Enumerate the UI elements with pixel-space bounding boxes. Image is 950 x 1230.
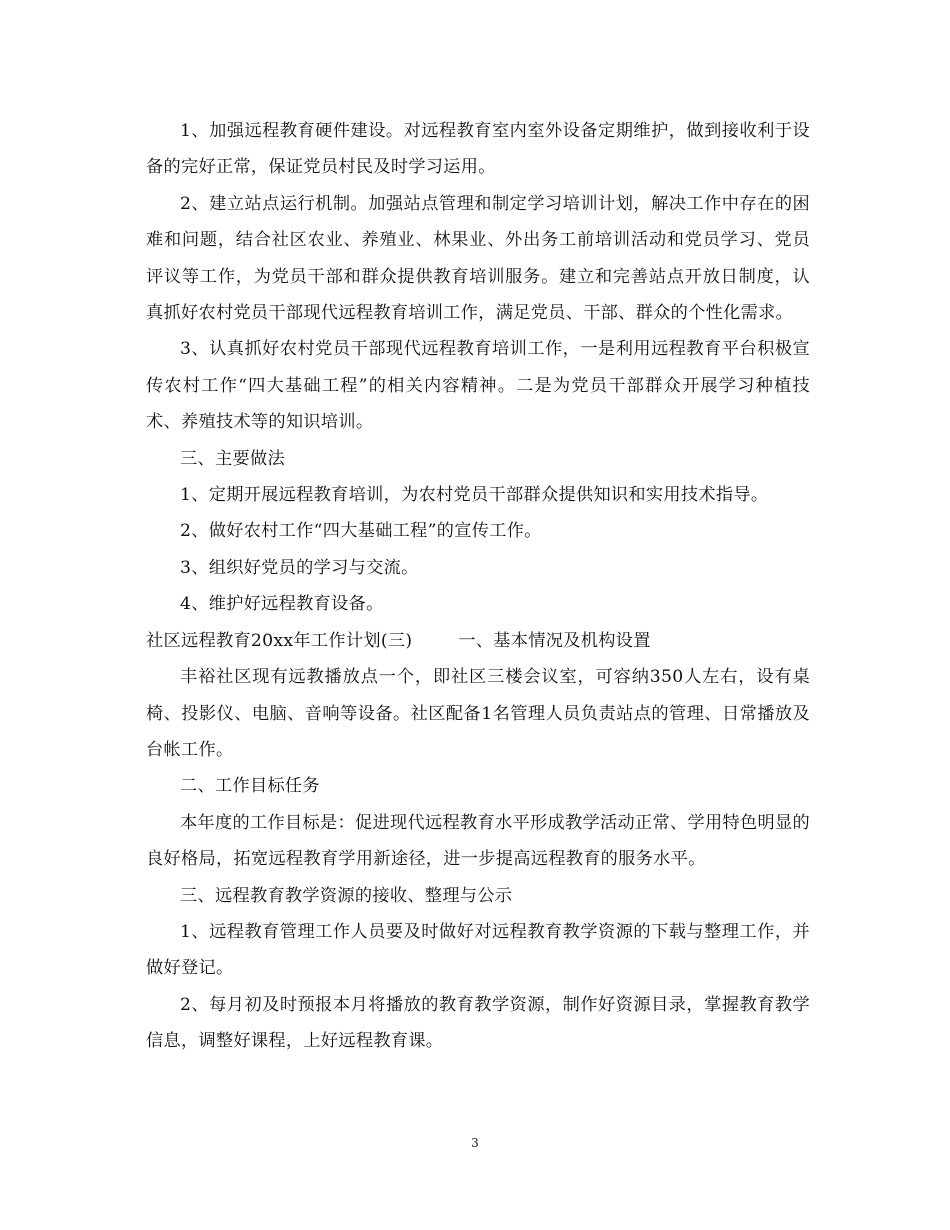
section-title-line <box>146 623 810 659</box>
page-number: 3 <box>471 1136 479 1150</box>
document-body <box>146 113 810 1060</box>
paragraph: 1、远程教育管理工作人员要及时做好对远程教育教学资源的下载与整理工作，并做好登记。 <box>146 921 810 979</box>
paragraph: 2、做好农村工作“四大基础工程”的宣传工作。 <box>180 521 542 542</box>
paragraph: 2、每月初及时预报本月将播放的教育教学资源，制作好资源目录，掌握教育教学信息，调整好课程，上好远程教育课。 <box>146 994 810 1052</box>
section-heading: 三、远程教育教学资源的接收、整理与公示 <box>180 885 513 906</box>
section-heading: 二、工作目标任务 <box>180 776 320 797</box>
section-title: 社区远程教育20xx年工作计划(三) <box>146 630 413 651</box>
paragraph: 3、认真抓好农村党员干部现代远程教育培训工作，一是利用远程教育平台积极宣传农村工作“四大基础工程”的相关内容精神。二是为党员干部群众开展学习种植技术、养殖技术等的知识培训。 <box>146 339 810 433</box>
paragraph: 2、建立站点运行机制。加强站点管理和制定学习培训计划，解决工作中存在的困难和问题，结合社区农业、养殖业、林果业、外出务工前培训活动和党员学习、党员评议等工作，为党员干部和群众提供教育培训服务。建立和完善站点开放日制度，认真抓好农村党员干部现代远程教育培训工作，满足党员、干部、群众的个性化需求。 <box>146 193 810 324</box>
paragraph: 1、定期开展远程教育培训，为农村党员干部群众提供知识和实用技术指导。 <box>180 485 769 506</box>
paragraph: 3、组织好党员的学习与交流。 <box>180 557 419 578</box>
paragraph: 1、加强远程教育硬件建设。对远程教育室内室外设备定期维护，做到接收利于设备的完好正常，保证党员村民及时学习运用。 <box>146 121 810 178</box>
paragraph: 4、维护好远程教育设备。 <box>180 594 384 615</box>
paragraph: 本年度的工作目标是：促进现代远程教育水平形成教学活动正常、学用特色明显的良好格局，拓宽远程教育学用新途径，进一步提高远程教育的服务水平。 <box>146 812 810 870</box>
section-heading: 三、主要做法 <box>180 448 285 469</box>
paragraph: 丰裕社区现有远教播放点一个，即社区三楼会议室，可容纳350人左右，设有桌椅、投影仪、电脑、音响等设备。社区配备1名管理人员负责站点的管理、日常播放及台帐工作。 <box>146 667 810 760</box>
section-subtitle: 一、基本情况及机构设置 <box>458 630 651 651</box>
